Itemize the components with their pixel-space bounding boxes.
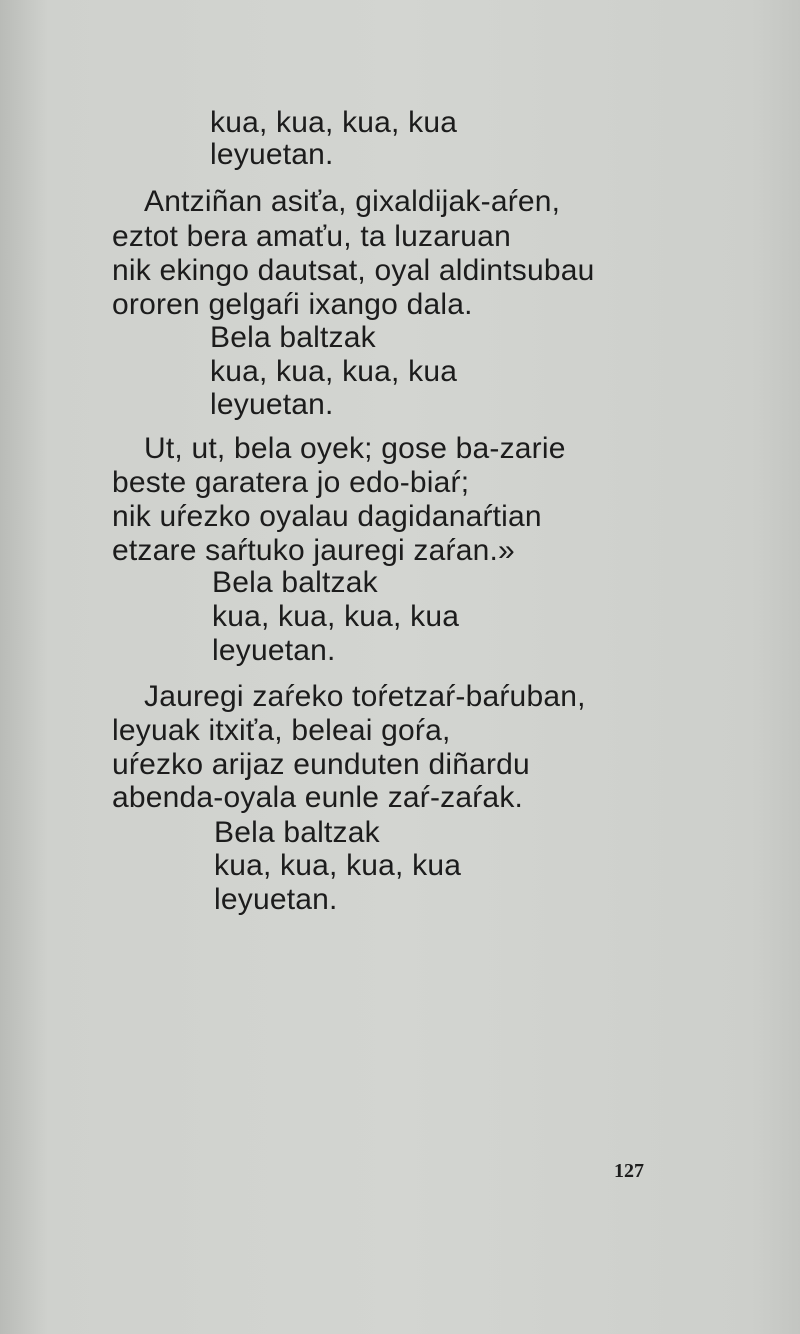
verse-line-10: Ut, ut, bela oyek; gose ba-zarie [144,432,566,465]
verse-line-18: leyuak itxiťa, beleai goŕa, [112,714,451,747]
verse-line-5: nik ekingo dautsat, oyal aldintsubau [112,254,595,287]
verse-line-3: Antziñan asiťa, gixaldijak-aŕen, [144,185,561,218]
page-number: 127 [614,1160,644,1182]
verse-line-1: kua, kua, kua, kua [210,106,458,139]
verse-line-16: leyuetan. [212,634,336,667]
verse-line-23: leyuetan. [214,883,338,916]
verse-line-15: kua, kua, kua, kua [212,600,460,633]
verse-line-7: Bela baltzak [210,321,376,354]
verse-line-14: Bela baltzak [212,566,378,599]
verse-line-4: eztot bera amaťu, ta luzaruan [112,220,511,253]
verse-line-2: leyuetan. [210,138,334,171]
verse-line-9: leyuetan. [210,388,334,421]
verse-line-17: Jauregi zaŕeko toŕetzaŕ-baŕuban, [144,680,586,713]
verse-line-8: kua, kua, kua, kua [210,355,458,388]
verse-line-22: kua, kua, kua, kua [214,849,462,882]
verse-line-11: beste garatera jo edo-biaŕ; [112,466,470,499]
verse-line-21: Bela baltzak [214,816,380,849]
verse-line-13: etzare saŕtuko jauregi zaŕan.» [112,534,515,567]
verse-line-6: ororen gelgaŕi ixango dala. [112,288,473,321]
verse-line-19: uŕezko arijaz eunduten diñardu [112,748,530,781]
verse-line-20: abenda-oyala eunle zaŕ-zaŕak. [112,781,524,814]
verse-line-12: nik uŕezko oyalau dagidanaŕtian [112,500,542,533]
